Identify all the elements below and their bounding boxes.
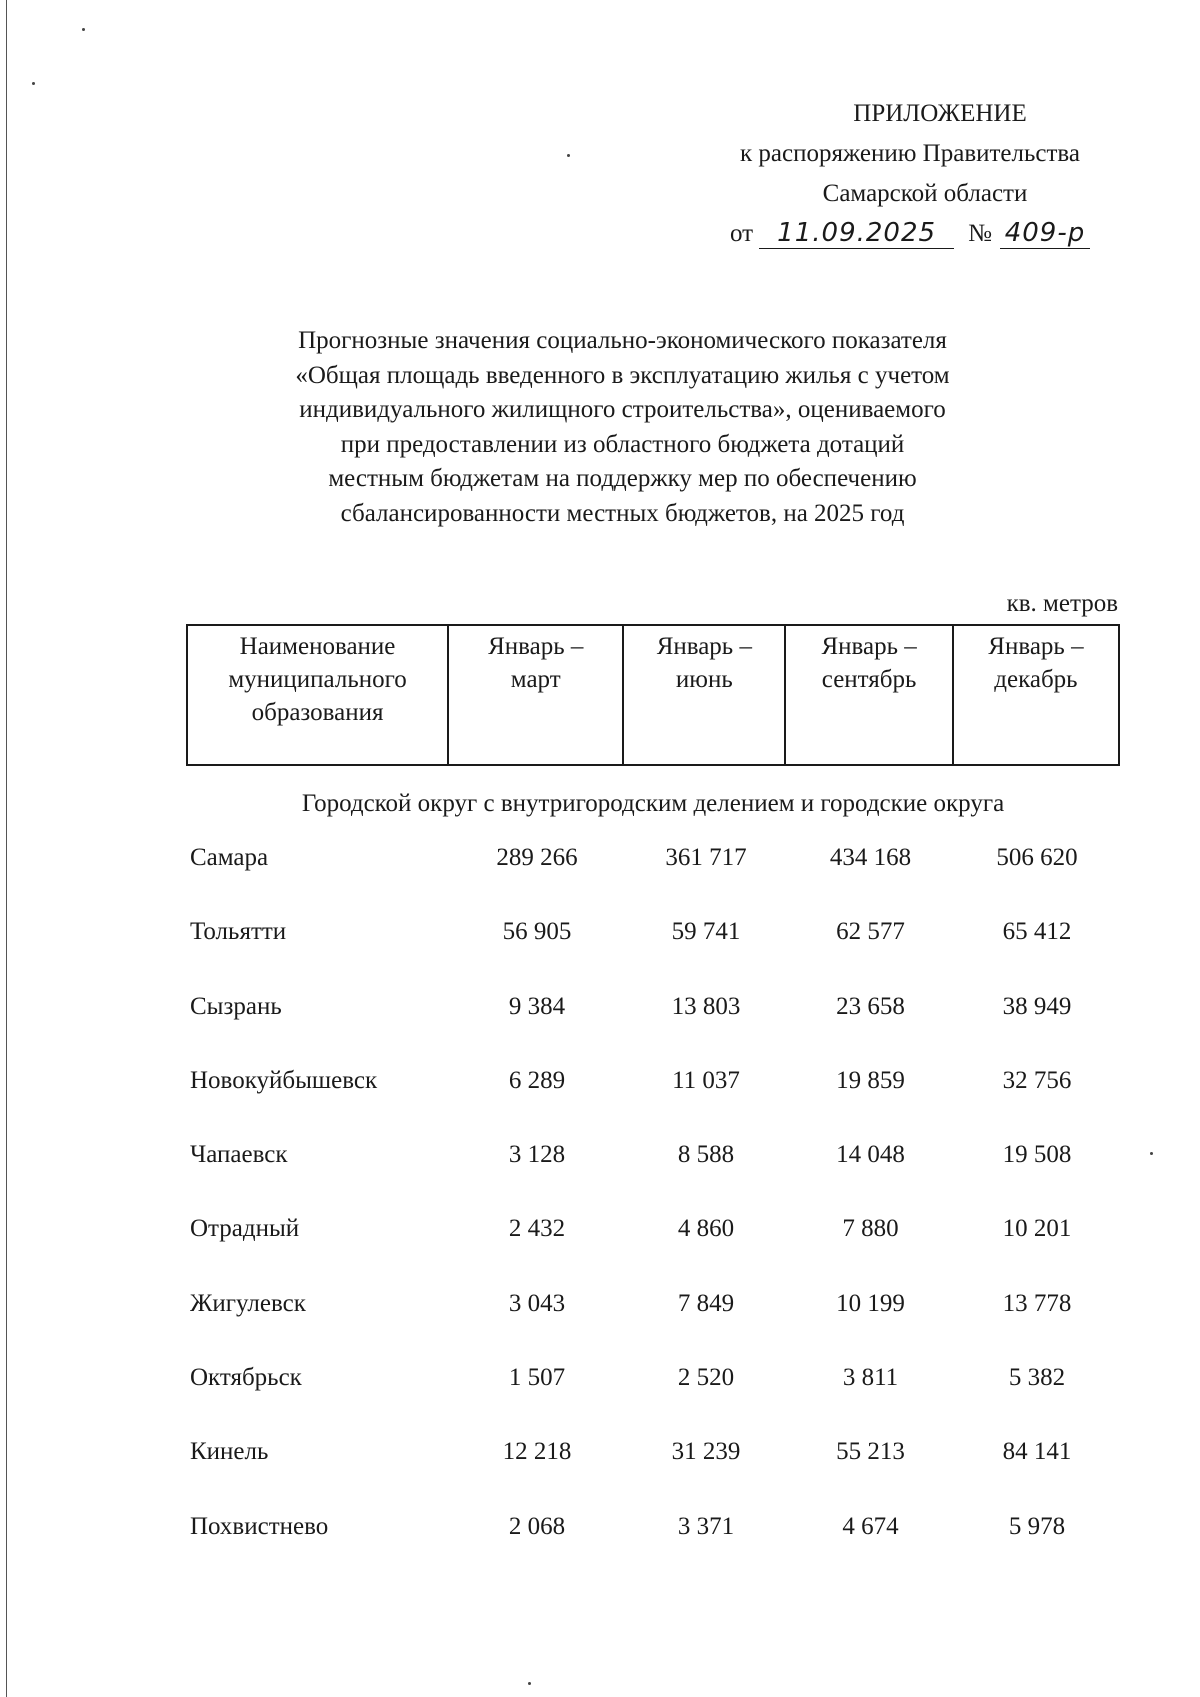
municipality-name: Тольятти bbox=[190, 918, 287, 946]
handwritten-date: 11.09.2025 bbox=[759, 218, 954, 249]
table-row bbox=[186, 987, 1120, 1061]
value-year: 38 949 bbox=[1002, 992, 1072, 1020]
appendix-caption: к распоряжению Правительства bbox=[739, 140, 1080, 167]
column-header-q1 bbox=[448, 625, 623, 765]
value-q1: 6 289 bbox=[508, 1066, 566, 1094]
approval-stamp bbox=[700, 94, 1120, 254]
table-row bbox=[186, 1135, 1120, 1209]
value-q1: 289 266 bbox=[496, 844, 578, 871]
value-year: 84 141 bbox=[1002, 1438, 1072, 1466]
value-h1: 31 239 bbox=[671, 1438, 741, 1466]
value-h1: 8 588 bbox=[677, 1141, 735, 1169]
header-line: муниципального bbox=[228, 666, 407, 693]
title-line: Прогнозные значения социально-экономического показателя bbox=[298, 327, 947, 354]
handwritten-number: 409-р bbox=[1000, 218, 1090, 249]
header-line: Январь – bbox=[988, 633, 1084, 660]
scan-speck bbox=[32, 82, 35, 85]
units-label: кв. метров bbox=[1006, 590, 1118, 617]
value-q1: 56 905 bbox=[502, 918, 572, 946]
value-h1: 4 860 bbox=[677, 1215, 735, 1243]
value-q1: 9 384 bbox=[508, 992, 566, 1020]
municipality-name: Сызрань bbox=[190, 992, 282, 1020]
value-h1: 7 849 bbox=[677, 1289, 735, 1317]
value-h1: 2 520 bbox=[677, 1364, 735, 1392]
value-q1: 3 128 bbox=[508, 1141, 566, 1169]
municipality-name: Самара bbox=[190, 844, 269, 871]
value-year: 13 778 bbox=[1002, 1289, 1072, 1317]
municipality-name: Жигулевск bbox=[190, 1289, 306, 1317]
scan-speck bbox=[567, 154, 570, 157]
table-row bbox=[186, 1209, 1120, 1283]
header-line: Январь – bbox=[488, 633, 584, 660]
value-q1: 2 432 bbox=[508, 1215, 566, 1243]
table-row bbox=[186, 1507, 1120, 1581]
column-header-9m bbox=[785, 625, 953, 765]
title-line: сбалансированности местных бюджетов, на 2025 год bbox=[340, 499, 905, 527]
value-9m: 434 168 bbox=[829, 844, 912, 871]
value-h1: 11 037 bbox=[672, 1066, 740, 1094]
value-year: 10 201 bbox=[1002, 1215, 1072, 1243]
scan-page-edge bbox=[6, 0, 7, 1697]
municipality-name: Похвистнево bbox=[190, 1512, 329, 1540]
value-9m: 7 880 bbox=[842, 1215, 899, 1243]
section-title: Городской округ с внутригородским делением и городские округа bbox=[301, 790, 1005, 817]
value-9m: 23 658 bbox=[836, 992, 905, 1020]
value-h1: 13 803 bbox=[671, 992, 741, 1020]
document-title bbox=[250, 324, 995, 532]
header-line: июнь bbox=[675, 666, 733, 693]
municipality-name: Отрадный bbox=[190, 1215, 300, 1243]
value-9m: 55 213 bbox=[836, 1438, 905, 1466]
column-header-h1 bbox=[623, 625, 785, 765]
scan-speck bbox=[82, 28, 85, 31]
value-year: 5 382 bbox=[1008, 1364, 1066, 1392]
table-body bbox=[186, 838, 1120, 1581]
header-line: образования bbox=[251, 699, 384, 726]
value-9m: 62 577 bbox=[836, 918, 905, 946]
header-line: Январь – bbox=[656, 633, 752, 660]
value-year: 19 508 bbox=[1002, 1141, 1072, 1169]
value-9m: 10 199 bbox=[836, 1289, 905, 1317]
table-header bbox=[186, 624, 1120, 766]
appendix-region: Самарской области bbox=[822, 180, 1028, 207]
header-line: декабрь bbox=[994, 666, 1078, 693]
title-line: «Общая площадь введенного в эксплуатацию жилья с учетом bbox=[295, 361, 950, 389]
appendix-heading: ПРИЛОЖЕНИЕ bbox=[853, 100, 1027, 127]
municipality-name: Новокуйбышевск bbox=[190, 1066, 378, 1094]
value-year: 5 978 bbox=[1008, 1512, 1066, 1540]
value-q1: 1 507 bbox=[508, 1364, 566, 1392]
scan-speck bbox=[528, 1682, 531, 1685]
title-line: местным бюджетам на поддержку мер по обеспечению bbox=[328, 465, 917, 493]
table-row bbox=[186, 838, 1120, 912]
decree-reference bbox=[700, 214, 1120, 254]
value-year: 32 756 bbox=[1002, 1066, 1072, 1094]
value-9m: 3 811 bbox=[842, 1364, 899, 1392]
table-row bbox=[186, 1284, 1120, 1358]
header-line: сентябрь bbox=[821, 666, 917, 693]
value-q1: 2 068 bbox=[508, 1512, 566, 1540]
number-prefix: № bbox=[968, 220, 992, 247]
value-9m: 4 674 bbox=[842, 1512, 899, 1540]
table-row bbox=[186, 1358, 1120, 1432]
title-line: индивидуального жилищного строительства», оцениваемого bbox=[299, 396, 946, 424]
column-header-municipality bbox=[187, 625, 448, 765]
table-row bbox=[186, 1432, 1120, 1506]
value-q1: 3 043 bbox=[508, 1289, 566, 1317]
scan-speck bbox=[1150, 1152, 1153, 1155]
value-year: 65 412 bbox=[1002, 918, 1072, 946]
value-h1: 361 717 bbox=[665, 844, 747, 871]
value-9m: 19 859 bbox=[836, 1066, 905, 1094]
header-line: март bbox=[510, 666, 561, 693]
table-row bbox=[186, 912, 1120, 986]
table-row bbox=[186, 1061, 1120, 1135]
header-line: Январь – bbox=[821, 633, 917, 660]
header-line: Наименование bbox=[239, 633, 396, 660]
municipality-name: Чапаевск bbox=[190, 1141, 288, 1169]
value-9m: 14 048 bbox=[836, 1141, 905, 1169]
municipality-name: Октябрьск bbox=[190, 1364, 302, 1392]
value-h1: 3 371 bbox=[677, 1512, 735, 1540]
value-q1: 12 218 bbox=[502, 1438, 572, 1466]
municipality-name: Кинель bbox=[190, 1438, 269, 1466]
value-year: 506 620 bbox=[996, 844, 1078, 871]
column-header-year bbox=[953, 625, 1119, 765]
value-h1: 59 741 bbox=[671, 918, 741, 946]
date-prefix: от bbox=[730, 220, 754, 247]
title-line: при предоставлении из областного бюджета дотаций bbox=[340, 430, 905, 458]
